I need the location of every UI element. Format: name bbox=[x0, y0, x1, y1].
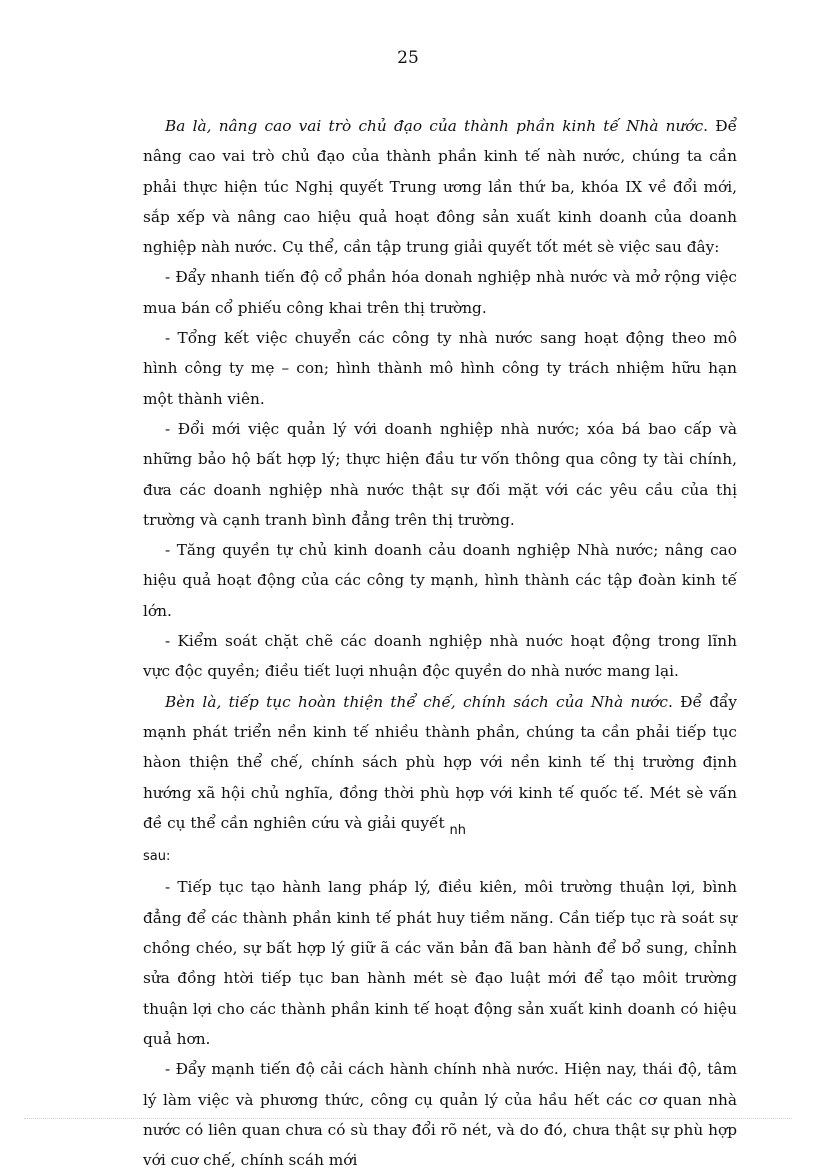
document-body bbox=[143, 111, 737, 1175]
paragraph-heading: Bèn là, tiếp tục hoàn thiện thể chế, chính sách của Nhà nước bbox=[165, 692, 668, 711]
paragraph-text: - Tổng kết việc chuyển các công ty nhà nước sang hoạt động theo mô hình công ty mẹ – con; hình thành mô hình công ty trách nhiệm hữu hạn một thành viên. bbox=[143, 329, 737, 408]
paragraph-text: - Tăng quyền tự chủ kinh doanh cảu doanh nghiệp Nhà nước; nâng cao hiệu quả hoạt động của các công ty mạnh, hình thành các tập đoàn kinh tế lớn. bbox=[143, 541, 737, 620]
paragraph-text: . Để đẩy mạnh phát triển nền kinh tế nhiều thành phần, chúng ta cần phải tiếp tục hàon thiện thể chế, chính sách phù hợp với nền kinh tế thị trường định hướng xã hội chủ nghĩa, đồng thời phù hợp với kinh tế quốc tế. Mét sè vấn đề cụ thể cần nghiên cứu và giải quyết bbox=[143, 692, 738, 832]
page-bottom-divider bbox=[24, 1118, 792, 1119]
page-number: 25 bbox=[397, 48, 419, 68]
paragraph-text: . Để nâng cao vai trò chủ đạo của thành phần kinh tế nàh nước, chúng ta cần phải thực hiện túc Nghị quyết Trung ương lần thứ ba, khóa IX về đổi mới, sắp xếp và nâng cao hiệu quả hoạt đông sản xuất kinh doanh của doanh nghiệp nàh nước. Cụ thể, cần tập trung giải quyết tốt mét sè việc sau đây: bbox=[143, 117, 738, 257]
bullet-paragraph bbox=[143, 535, 737, 626]
paragraph-tail-fragment: sau: bbox=[143, 849, 171, 865]
bullet-paragraph bbox=[143, 262, 737, 323]
paragraph-tail-fragment: nh bbox=[449, 822, 466, 838]
paragraph-text: - Đẩy mạnh tiến độ cải cách hành chính nhà nước. Hiện nay, thái độ, tâm lý làm việc và phương thức, công cụ quản lý của hầu hết các cơ quan nhà nước có liên quan chưa có sù thay đổi rõ nét, và do đó, chưa thật sự phù hợp với cuơ chế, chính scáh mới bbox=[143, 1060, 737, 1170]
paragraph-text: - Tiếp tục tạo hành lang pháp lý, điều kiên, môi trường thuận lợi, bình đẳng để các thành phần kinh tế phát huy tiềm năng. Cần tiếp tục rà soát sự chồng chéo, sự bất hợp lý giữ ã các văn bản đã ban hành để bổ sung, chỉnh sửa đồng htời tiếp tục ban hành mét sè đạo luật mới để tạo môit trường thuận lợi cho các thành phần kinh tế hoạt động sản xuất kinh doanh có hiệu quả hơn. bbox=[143, 878, 737, 1048]
paragraph-heading: Ba là, nâng cao vai trò chủ đạo của thành phần kinh tế Nhà nước bbox=[165, 117, 704, 135]
bullet-paragraph bbox=[143, 626, 737, 687]
bullet-paragraph bbox=[143, 872, 737, 1054]
paragraph-ben-la bbox=[143, 687, 737, 873]
paragraph-text: - Đổi mới việc quản lý với doanh nghiệp nhà nước; xóa bá bao cấp và những bảo hộ bất hợp lý; thực hiện đầu tư vốn thông qua công ty tài chính, đưa các doanh nghiệp nhà nước thật sự đối mặt với các yêu cầu của thị trường và cạnh tranh bình đẳng trên thị trường. bbox=[143, 419, 737, 529]
bullet-paragraph bbox=[143, 1054, 737, 1175]
paragraph-text: - Đẩy nhanh tiến độ cổ phần hóa donah nghiệp nhà nước và mở rộng việc mua bán cổ phiếu công khai trên thị trường. bbox=[143, 268, 737, 317]
bullet-paragraph bbox=[143, 414, 737, 535]
paragraph-text: - Kiểm soát chặt chẽ các doanh nghiệp nhà nuớc hoạt động trong lĩnh vực độc quyền; điều tiết luợi nhuận độc quyền do nhà nước mang lại. bbox=[143, 632, 737, 681]
paragraph-ba-la bbox=[143, 111, 737, 262]
bullet-paragraph bbox=[143, 323, 737, 414]
